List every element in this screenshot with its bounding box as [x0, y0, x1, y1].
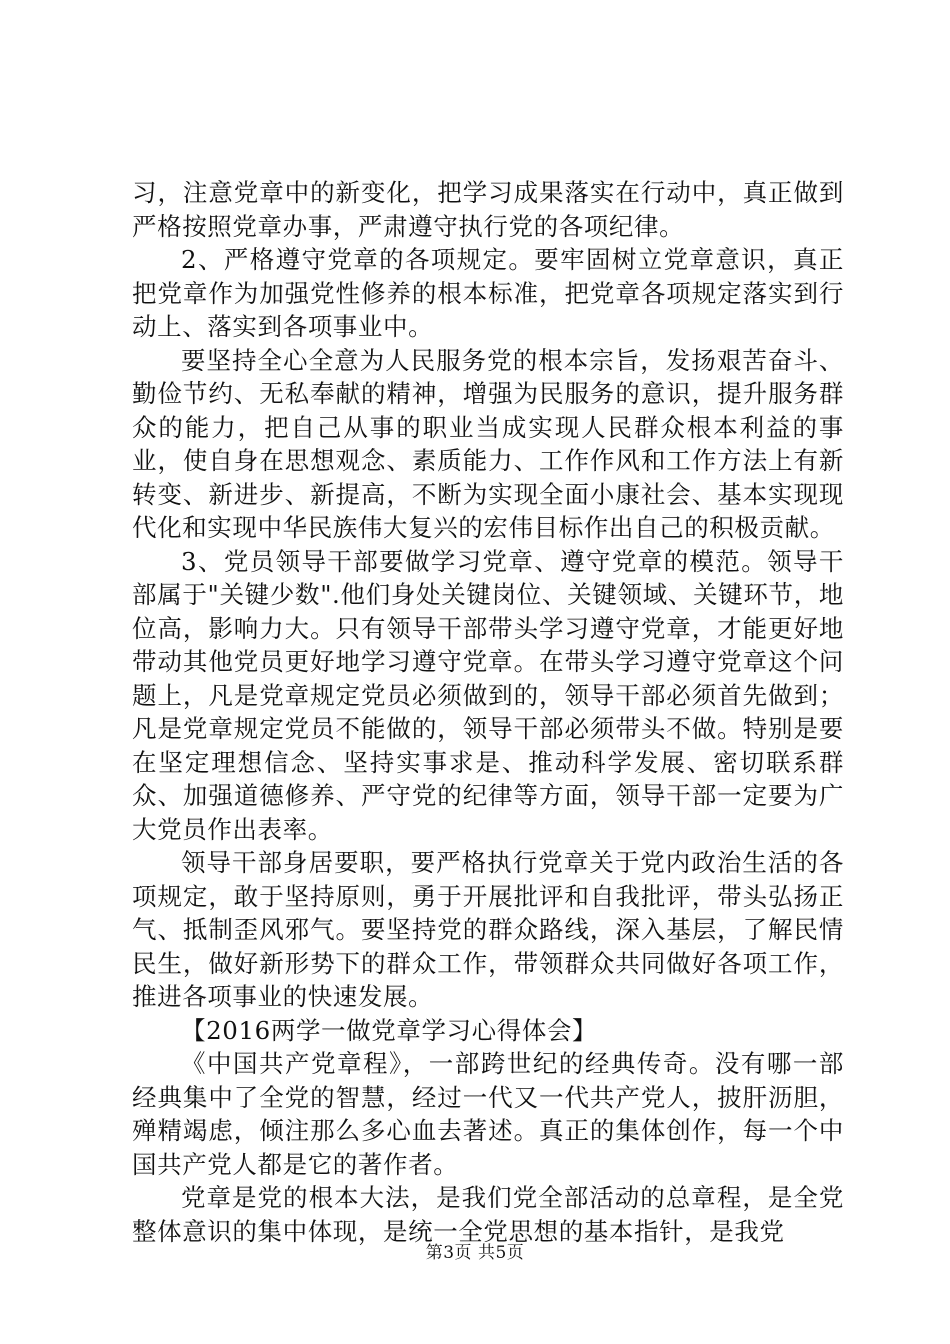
- paragraph-item-3: 3、党员领导干部要做学习党章、遵守党章的模范。领导干部属于"关键少数".他们身处关键岗位、关键领域、关键环节，地位高，影响力大。只有领导干部带头学习遵守党章，才能更好地带动其他党员更好地学习遵守党章。在带头学习遵守党章这个问题上，凡是党章规定党员必须做到的，领导干部必须首先做到；凡是党章规定党员不能做的，领导干部必须带头不做。特别是要在坚定理想信念、坚持实事求是、推动科学发展、密切联系群众、加强道德修养、严守党的纪律等方面，领导干部一定要为广大党员作出表率。: [132, 546, 844, 844]
- paragraph-continuation: 习，注意党章中的新变化，把学习成果落实在行动中，真正做到严格按照党章办事，严肃遵守执行党的各项纪律。: [132, 178, 844, 241]
- paragraph-service: 要坚持全心全意为人民服务党的根本宗旨，发扬艰苦奋斗、勤俭节约、无私奉献的精神，增强为民服务的意识，提升服务群众的能力，把自己从事的职业当成实现人民群众根本利益的事业，使自身在思想观念、素质能力、工作作风和工作方法上有新转变、新进步、新提高，不断为实现全面小康社会、基本实现现代化和实现中华民族伟大复兴的宏伟目标作出自己的积极贡献。: [132, 345, 844, 542]
- section-heading: 【2016两学一做党章学习心得体会】: [181, 1015, 598, 1045]
- paragraph-constitution: 《中国共产党章程》，一部跨世纪的经典传奇。没有哪一部经典集中了全党的智慧，经过一代又一代共产党人，披肝沥胆，殚精竭虑，倾注那么多心血去著述。真正的集体创作，每一个中国共产党人都是它的著作者。: [132, 1049, 844, 1179]
- document-body: [132, 176, 844, 1248]
- paragraph-leaders: 领导干部身居要职，要严格执行党章关于党内政治生活的各项规定，敢于坚持原则，勇于开展批评和自我批评，带头弘扬正气、抵制歪风邪气。要坚持党的群众路线，深入基层，了解民情民生，做好新形势下的群众工作，带领群众共同做好各项工作，推进各项事业的快速发展。: [132, 848, 844, 1011]
- paragraph-item-2: 2、严格遵守党章的各项规定。要牢固树立党章意识，真正把党章作为加强党性修养的根本标准，把党章各项规定落实到行动上、落实到各项事业中。: [132, 245, 844, 341]
- paragraph-fundamental-law: 党章是党的根本大法，是我们党全部活动的总章程，是全党整体意识的集中体现，是统一全党思想的基本指针，是我党: [132, 1183, 844, 1246]
- page-footer: 第3页 共5页: [425, 1243, 525, 1263]
